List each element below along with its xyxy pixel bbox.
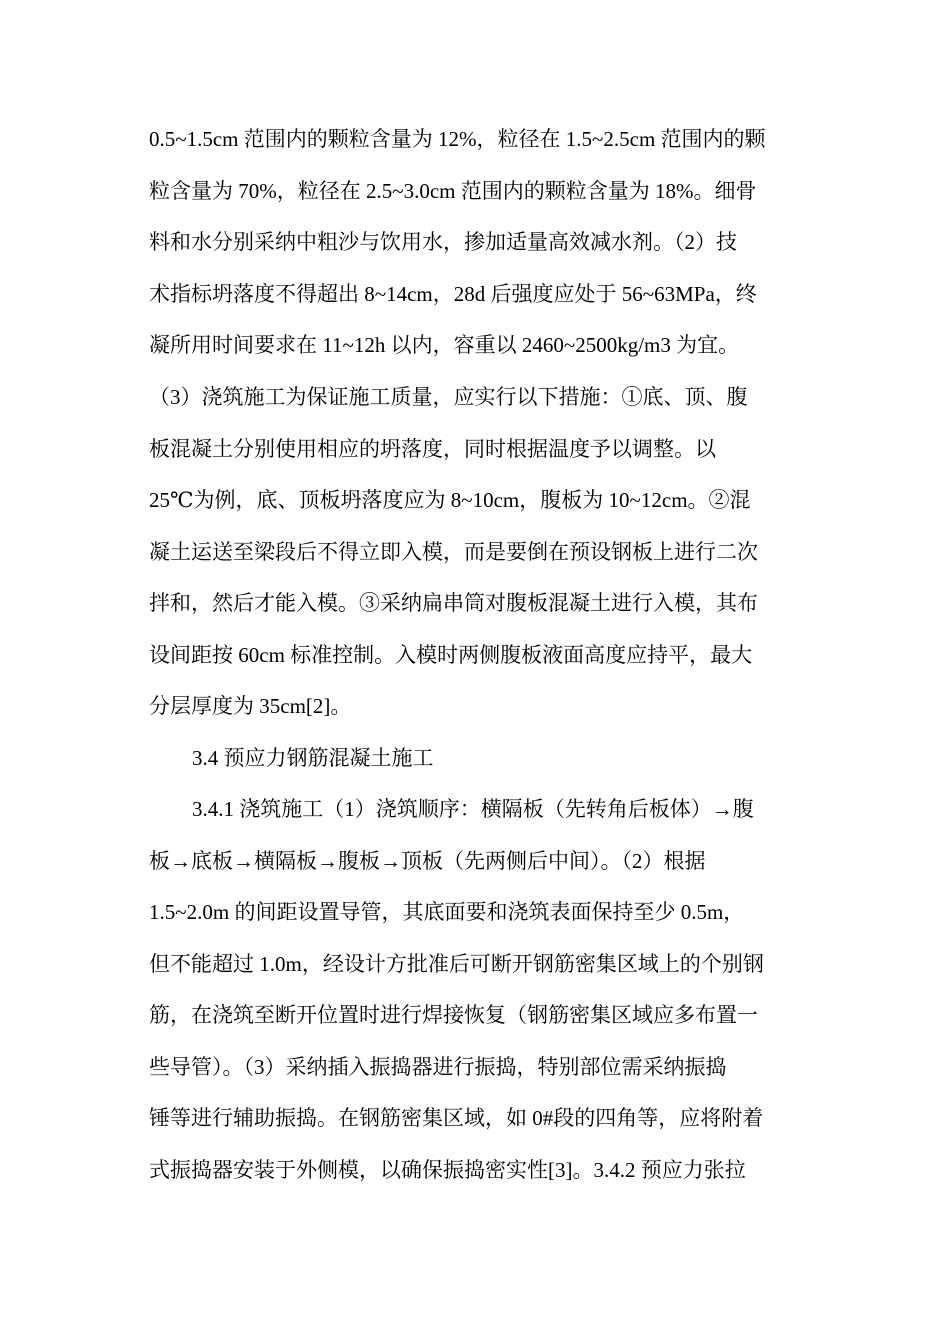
text-line: 凝所用时间要求在 11~12h 以内，容重以 2460~2500kg/m3 为宜。: [149, 333, 740, 357]
text-line: 锤等进行辅助振捣。在钢筋密集区域，如 0#段的四角等，应将附着: [149, 1106, 764, 1130]
text-line: 分层厚度为 35cm[2]。: [149, 694, 352, 718]
text-line: 1.5~2.0m 的间距设置导管，其底面要和浇筑表面保持至少 0.5m，: [149, 900, 745, 924]
text-line: 板→底板→横隔板→腹板→顶板（先两侧后中间）。（2）根据: [149, 849, 706, 873]
text-line: 术指标坍落度不得超出 8~14cm，28d 后强度应处于 56~63MPa，终: [149, 282, 757, 306]
text-line: 25℃为例，底、顶板坍落度应为 8~10cm，腹板为 10~12cm。②混: [149, 488, 751, 512]
text-line: 筋，在浇筑至断开位置时进行焊接恢复（钢筋密集区域应多布置一: [149, 1003, 758, 1027]
text-line: 设间距按 60cm 标准控制。入模时两侧腹板液面高度应持平，最大: [149, 643, 753, 667]
text-line: 些导管）。（3）采纳插入振捣器进行振捣，特别部位需采纳振捣: [149, 1055, 727, 1079]
text-line: 板混凝土分别使用相应的坍落度，同时根据温度予以调整。以: [149, 437, 716, 461]
section-heading: 3.4 预应力钢筋混凝土施工: [192, 746, 434, 770]
text-line: 0.5~1.5cm 范围内的颗粒含量为 12%，粒径在 1.5~2.5cm 范围内的颗: [149, 127, 766, 151]
text-line: 粒含量为 70%，粒径在 2.5~3.0cm 范围内的颗粒含量为 18%。细骨: [149, 179, 757, 203]
text-line: （3）浇筑施工为保证施工质量，应实行以下措施：①底、顶、腹: [149, 385, 748, 409]
text-line: 拌和，然后才能入模。③采纳扁串筒对腹板混凝土进行入模，其布: [149, 591, 758, 615]
text-line: 式振捣器安装于外侧模，以确保振捣密实性[3]。3.4.2 预应力张拉: [149, 1158, 746, 1182]
text-line: 但不能超过 1.0m，经设计方批准后可断开钢筋密集区域上的个别钢: [149, 952, 764, 976]
text-line: 3.4.1 浇筑施工（1）浇筑顺序：横隔板（先转角后板体）→腹: [192, 797, 754, 821]
text-line: 料和水分别采纳中粗沙与饮用水，掺加适量高效减水剂。（2）技: [149, 230, 737, 254]
text-line: 凝土运送至梁段后不得立即入模，而是要倒在预设钢板上进行二次: [149, 540, 758, 564]
